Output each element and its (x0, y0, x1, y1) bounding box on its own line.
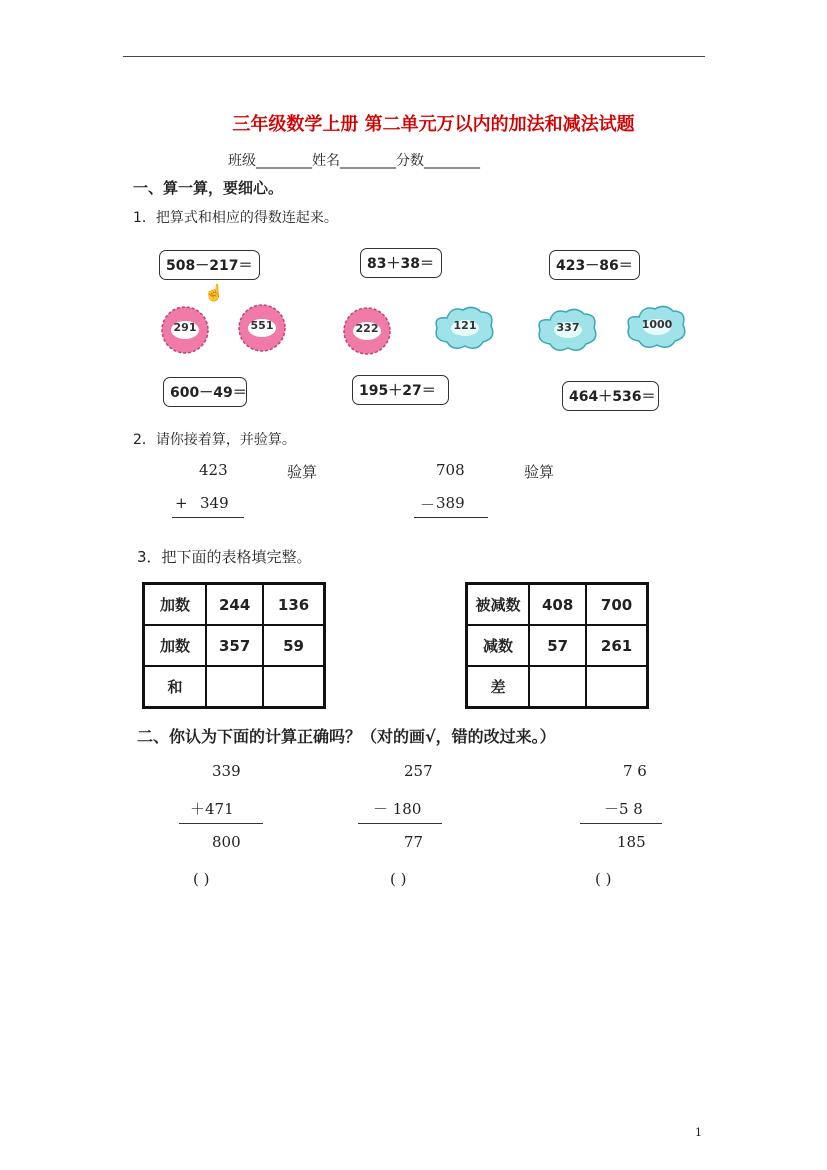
addend-bottom: 349 (200, 494, 229, 512)
check-bottom: －5 8 (604, 800, 643, 818)
addend-top: 423 (199, 461, 228, 479)
result-line (179, 823, 263, 824)
table-cell: 59 (263, 625, 324, 666)
flower-number: 337 (556, 321, 580, 334)
check-top: 7 6 (623, 762, 647, 780)
row-label: 加数 (144, 625, 207, 666)
row-label: 和 (144, 666, 207, 708)
judgement-parentheses[interactable]: ( ) (595, 870, 612, 888)
check-result: 77 (404, 833, 424, 851)
blue-flower-answer (433, 304, 497, 352)
question-2-prompt: 2．请你接着算，并验算。 (133, 432, 296, 448)
check-bottom: － 180 (373, 800, 422, 818)
table-cell: 57 (529, 625, 586, 666)
answer-cell[interactable] (586, 666, 647, 708)
pink-flower-answer (159, 306, 211, 354)
expression-box: 508－217＝ (159, 250, 260, 280)
header-rule (123, 56, 705, 57)
addition-table (142, 582, 326, 709)
flower-number: 291 (173, 321, 197, 334)
page-title: 三年级数学上册 第二单元万以内的加法和减法试题 (232, 114, 635, 135)
section-2-heading: 二、你认为下面的计算正确吗？（对的画√，错的改过来。） (137, 727, 556, 746)
row-label: 加数 (144, 584, 207, 626)
check-bottom: ＋471 (190, 800, 234, 818)
question-1-prompt: 1．把算式和相应的得数连起来。 (133, 210, 338, 226)
row-label: 被减数 (467, 584, 530, 626)
expression-box: 464＋536＝ (562, 381, 659, 411)
operator-plus: + (175, 494, 188, 512)
judgement-parentheses[interactable]: ( ) (193, 870, 210, 888)
blue-flower-answer (625, 303, 689, 351)
question-3-prompt: 3．把下面的表格填完整。 (137, 548, 312, 566)
table-cell: 408 (529, 584, 586, 626)
row-label: 差 (467, 666, 530, 708)
subtrahend: 389 (436, 494, 465, 512)
student-info-line: 班级________姓名________分数________ (228, 153, 480, 169)
judgement-parentheses[interactable]: ( ) (390, 870, 407, 888)
expression-box: 423－86＝ (549, 250, 640, 280)
result-line (580, 823, 662, 824)
flower-number: 551 (250, 319, 274, 332)
expression-box: 195＋27＝ (352, 375, 449, 405)
minuend: 708 (436, 461, 465, 479)
blue-flower-answer (536, 306, 600, 354)
answer-cell[interactable] (206, 666, 263, 708)
check-label: 验算 (287, 463, 318, 481)
check-top: 257 (404, 762, 433, 780)
check-label: 验算 (524, 463, 555, 481)
row-label: 减数 (467, 625, 530, 666)
page-number: 1 (695, 1126, 702, 1139)
expression-box: 600－49＝ (163, 377, 247, 407)
table-cell: 261 (586, 625, 647, 666)
flower-number: 121 (453, 319, 477, 332)
pink-flower-answer (236, 304, 288, 352)
result-line (358, 823, 442, 824)
pink-flower-answer (341, 307, 393, 355)
flower-number: 1000 (641, 318, 673, 331)
flower-number: 222 (355, 322, 379, 335)
check-result: 185 (617, 833, 646, 851)
table-cell: 357 (206, 625, 263, 666)
operator-minus: － (420, 496, 436, 514)
check-result: 800 (212, 833, 241, 851)
check-top: 339 (212, 762, 241, 780)
subtraction-table (465, 582, 649, 709)
difference-line (414, 517, 488, 518)
table-cell: 244 (206, 584, 263, 626)
table-cell: 136 (263, 584, 324, 626)
answer-cell[interactable] (529, 666, 586, 708)
section-1-heading: 一、算一算，要细心。 (133, 179, 284, 197)
sum-line (172, 517, 244, 518)
table-cell: 700 (586, 584, 647, 626)
answer-cell[interactable] (263, 666, 324, 708)
hand-cursor-icon: ☝ (204, 283, 224, 302)
expression-box: 83＋38＝ (360, 248, 442, 278)
